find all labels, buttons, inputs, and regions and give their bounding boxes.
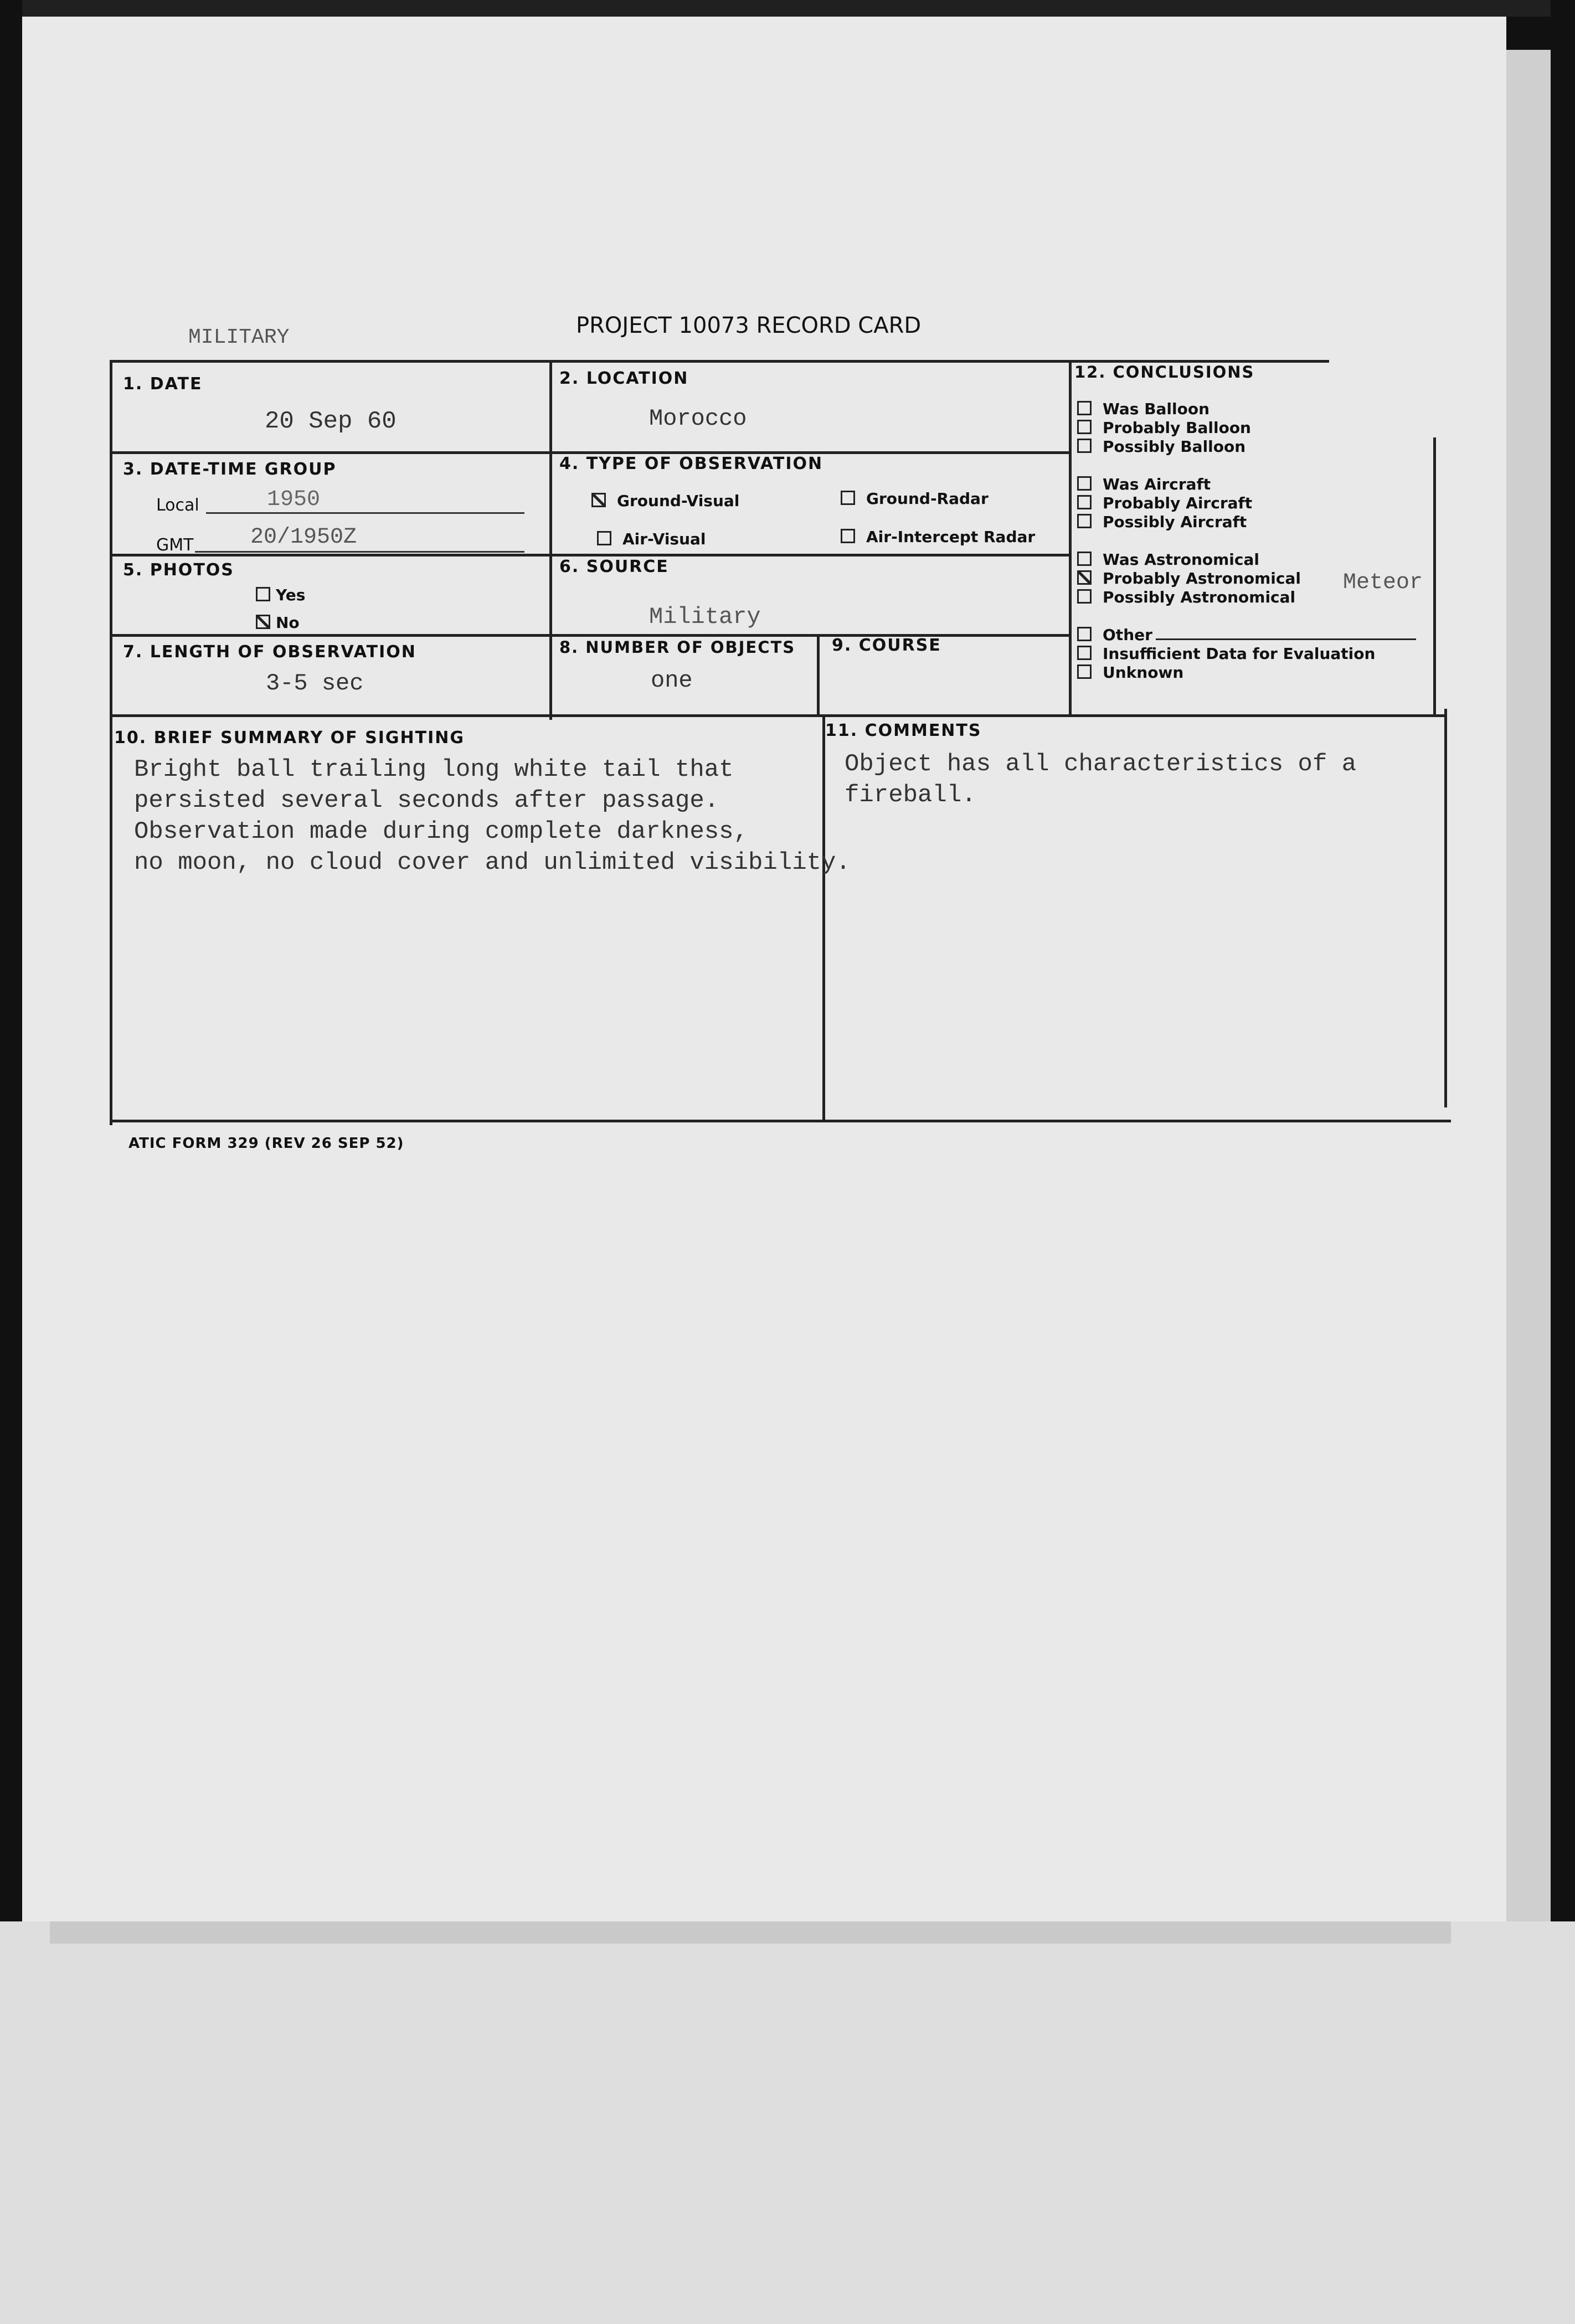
gmt-value: 20/1950Z: [250, 525, 357, 550]
conclusion-label: Other: [1103, 626, 1152, 644]
photos-yes[interactable]: [256, 586, 305, 604]
comments-label: 11. COMMENTS: [825, 721, 982, 740]
photos-label: 5. PHOTOS: [123, 560, 234, 580]
sheet-shadow-bottom: [50, 1921, 1451, 1944]
divider-h4: [111, 714, 1445, 717]
conclusion-insufficient-data[interactable]: [1077, 645, 1416, 663]
film-edge-top: [22, 0, 1551, 17]
opt-ground-radar[interactable]: [841, 489, 989, 508]
document-sheet: [22, 17, 1506, 1921]
conclusion-was-astronomical[interactable]: [1077, 550, 1416, 569]
conclusion-label: Was Aircraft: [1103, 475, 1211, 493]
photos-yes-label: Yes: [276, 586, 306, 604]
opt-air-intercept-radar[interactable]: [841, 528, 1035, 546]
divider-v-conclusions: [1069, 360, 1072, 714]
conclusion-possibly-balloon[interactable]: [1077, 437, 1416, 456]
summary-line: Observation made during complete darkness,: [134, 818, 748, 846]
course-label: 9. COURSE: [832, 636, 941, 655]
opt-ground-visual[interactable]: [591, 492, 739, 510]
checkbox-icon[interactable]: [1077, 439, 1092, 453]
conclusion-probably-balloon[interactable]: [1077, 419, 1416, 437]
source-label: 6. SOURCE: [559, 557, 669, 576]
conclusion-label: Was Astronomical: [1103, 550, 1259, 569]
comments-line: Object has all characteristics of a: [845, 750, 1357, 778]
local-underline: [206, 512, 524, 514]
photos-no-label: No: [276, 614, 300, 632]
photos-no[interactable]: [256, 614, 300, 632]
conclusion-possibly-aircraft[interactable]: [1077, 513, 1416, 532]
date-value: 20 Sep 60: [265, 408, 397, 435]
card-bottom-border: [111, 1120, 1451, 1122]
checkbox-icon[interactable]: [1077, 495, 1092, 509]
conclusion-label: Probably Balloon: [1103, 419, 1251, 437]
sheet-shadow-right: [1506, 50, 1551, 1921]
card-left-border: [110, 360, 112, 1125]
conclusion-label: Was Balloon: [1103, 400, 1210, 418]
gmt-underline: [195, 551, 524, 553]
card-title: PROJECT 10073 RECORD CARD: [576, 313, 922, 338]
num-objects-value: one: [651, 667, 693, 694]
summary-line: persisted several seconds after passage.: [134, 787, 719, 815]
dtg-label: 3. DATE-TIME GROUP: [123, 460, 337, 479]
checkbox-icon[interactable]: [1077, 401, 1092, 415]
conclusions-label: 12. CONCLUSIONS: [1074, 363, 1255, 382]
conclusion-label: Insufficient Data for Evaluation: [1103, 645, 1376, 663]
local-value: 1950: [267, 487, 321, 512]
checkbox-icon[interactable]: [1077, 476, 1092, 491]
conclusion-label: Unknown: [1103, 663, 1184, 682]
checkbox-icon[interactable]: [1077, 420, 1092, 434]
date-label: 1. DATE: [123, 374, 203, 394]
opt-ground-visual-label: Ground-Visual: [617, 492, 740, 510]
summary-label: 10. BRIEF SUMMARY OF SIGHTING: [114, 728, 465, 748]
conclusion-other[interactable]: [1077, 626, 1416, 645]
checkbox-icon[interactable]: [1077, 552, 1092, 566]
checkbox-checked-icon[interactable]: [1077, 570, 1092, 585]
checkbox-icon[interactable]: [1077, 646, 1092, 660]
local-label: Local: [156, 496, 199, 515]
source-value: Military: [649, 604, 761, 630]
summary-text: [134, 754, 851, 878]
conclusions-list: [1077, 400, 1416, 682]
num-objects-label: 8. NUMBER OF OBJECTS: [559, 638, 796, 657]
checkbox-icon[interactable]: [841, 529, 855, 543]
other-underline: [1156, 638, 1416, 640]
checkbox-icon[interactable]: [1077, 589, 1092, 604]
conclusions-right-line: [1433, 437, 1436, 714]
checkbox-icon[interactable]: [1077, 664, 1092, 679]
conclusion-label: Possibly Aircraft: [1103, 513, 1247, 531]
divider-h2: [111, 554, 1069, 556]
form-id: ATIC FORM 329 (REV 26 SEP 52): [128, 1135, 404, 1152]
backing-sheet: [0, 1921, 1575, 2324]
opt-air-visual-label: Air-Visual: [622, 530, 706, 548]
opt-ground-radar-label: Ground-Radar: [866, 489, 989, 508]
length-value: 3-5 sec: [266, 670, 364, 697]
conclusion-probably-aircraft[interactable]: [1077, 494, 1416, 513]
length-label: 7. LENGTH OF OBSERVATION: [123, 642, 416, 662]
conclusion-note: Meteor: [1343, 570, 1423, 595]
checkbox-icon[interactable]: [597, 531, 611, 545]
opt-air-visual[interactable]: [597, 530, 706, 548]
checkbox-icon[interactable]: [256, 587, 270, 601]
location-value: Morocco: [649, 405, 747, 432]
checkbox-icon[interactable]: [1077, 627, 1092, 641]
summary-line: no moon, no cloud cover and unlimited visibility.: [134, 849, 851, 877]
summary-line: Bright ball trailing long white tail that: [134, 756, 734, 784]
opt-air-intercept-label: Air-Intercept Radar: [866, 528, 1036, 546]
comments-text: [845, 749, 1356, 811]
conclusion-label: Probably Astronomical: [1103, 569, 1301, 588]
conclusion-label: Possibly Astronomical: [1103, 588, 1296, 606]
conclusion-was-balloon[interactable]: [1077, 400, 1416, 419]
checkbox-icon[interactable]: [1077, 514, 1092, 528]
type-obs-label: 4. TYPE OF OBSERVATION: [559, 454, 823, 473]
gmt-label: GMT: [156, 535, 194, 555]
checkbox-checked-icon[interactable]: [591, 493, 606, 507]
conclusion-label: Probably Aircraft: [1103, 494, 1253, 512]
location-label: 2. LOCATION: [559, 369, 689, 388]
conclusion-was-aircraft[interactable]: [1077, 475, 1416, 494]
conclusion-label: Possibly Balloon: [1103, 437, 1246, 456]
comments-line: fireball.: [845, 781, 976, 809]
checkbox-checked-icon[interactable]: [256, 615, 270, 629]
checkbox-icon[interactable]: [841, 491, 855, 505]
military-stamp: MILITARY: [188, 326, 290, 349]
card-right-border: [1444, 709, 1447, 1107]
divider-v-obj: [817, 634, 820, 717]
divider-v1: [549, 360, 552, 720]
conclusion-unknown[interactable]: [1077, 663, 1416, 682]
